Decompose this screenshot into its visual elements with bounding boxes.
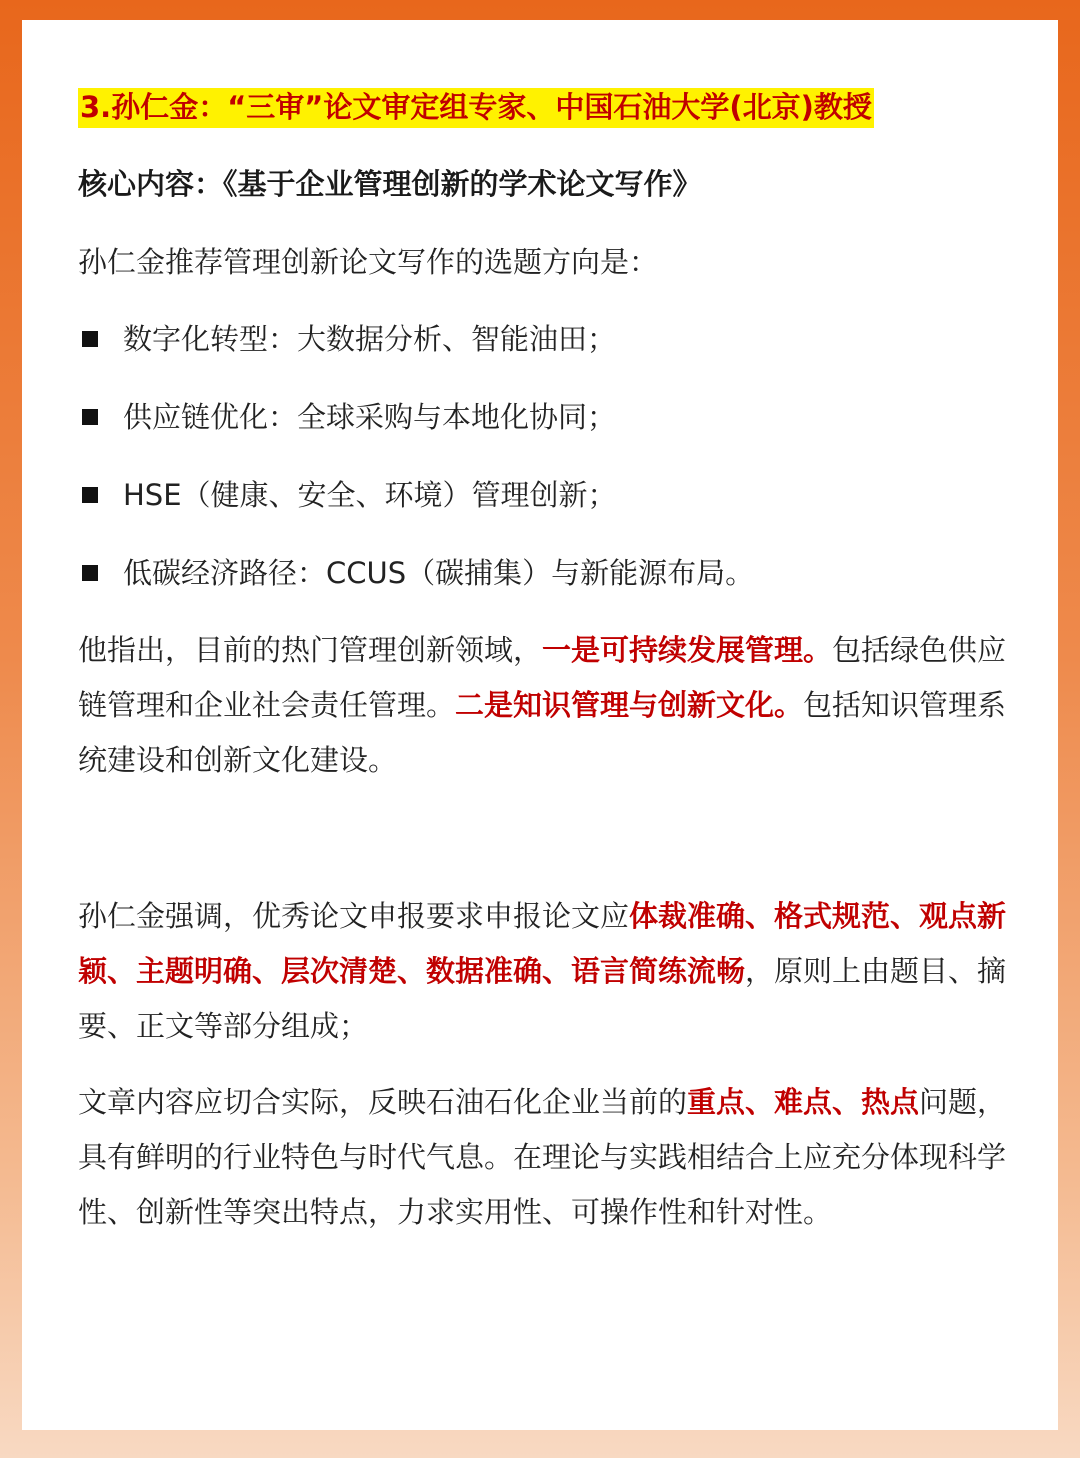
- paragraph-text: 孙仁金强调，优秀论文申报要求申报论文应: [78, 899, 630, 933]
- bullet-text: HSE（健康、安全、环境）管理创新；: [123, 478, 617, 512]
- emphasis-text: 一是可持续发展管理。: [542, 633, 833, 667]
- requirements-paragraph: [78, 889, 1008, 1054]
- bullet-item: [78, 317, 616, 361]
- paragraph-text: 包括绿色供应链管理和企业社会责任管理。: [78, 633, 1007, 722]
- bullet-text: 供应链优化：全球采购与本地化协同；: [123, 400, 617, 434]
- bullet-square-icon: [82, 409, 98, 425]
- section-heading: [78, 85, 874, 129]
- hot-areas-paragraph: [78, 623, 1008, 788]
- section-heading-text: 3.孙仁金：“三审”论文审定组专家、中国石油大学(北京)教授: [78, 88, 874, 128]
- bullet-text: 数字化转型：大数据分析、智能油田；: [123, 322, 617, 356]
- bullet-text: 低碳经济路径：CCUS（碳捕集）与新能源布局。: [123, 556, 755, 590]
- bullet-square-icon: [82, 331, 98, 347]
- core-content-line: [78, 162, 702, 206]
- core-content-title: 《基于企业管理创新的学术论文写作》: [223, 167, 702, 201]
- paragraph-text: 问题，具有鲜明的行业特色与时代气息。在理论与实践相结合上应充分体现科学性、创新性等突出特点，力求实用性、可操作性和针对性。: [78, 1085, 1007, 1229]
- emphasis-text: 二是知识管理与创新文化。: [455, 688, 804, 722]
- bullet-square-icon: [82, 487, 98, 503]
- paragraph-text: 他指出，目前的热门管理创新领域，: [78, 633, 543, 667]
- bullet-item: [78, 395, 616, 439]
- bullet-item: [78, 551, 754, 595]
- core-content-label: 核心内容：: [78, 167, 224, 201]
- bullet-item: [78, 473, 617, 517]
- content-paragraph: [78, 1075, 1008, 1240]
- intro-text: 孙仁金推荐管理创新论文写作的选题方向是：: [78, 245, 659, 279]
- paragraph-text: ，原则上由题目、摘要、正文等部分组成；: [78, 954, 1007, 1043]
- bullet-square-icon: [82, 565, 98, 581]
- emphasis-text: 体裁准确、格式规范、观点新颖、主题明确、层次清楚、数据准确、语言简练流畅: [78, 899, 1007, 988]
- paragraph-text: 包括知识管理系统建设和创新文化建设。: [78, 688, 1007, 777]
- content-card: [22, 20, 1058, 1430]
- paragraph-text: 文章内容应切合实际，反映石油石化企业当前的: [78, 1085, 688, 1119]
- emphasis-text: 重点、难点、热点: [687, 1085, 920, 1119]
